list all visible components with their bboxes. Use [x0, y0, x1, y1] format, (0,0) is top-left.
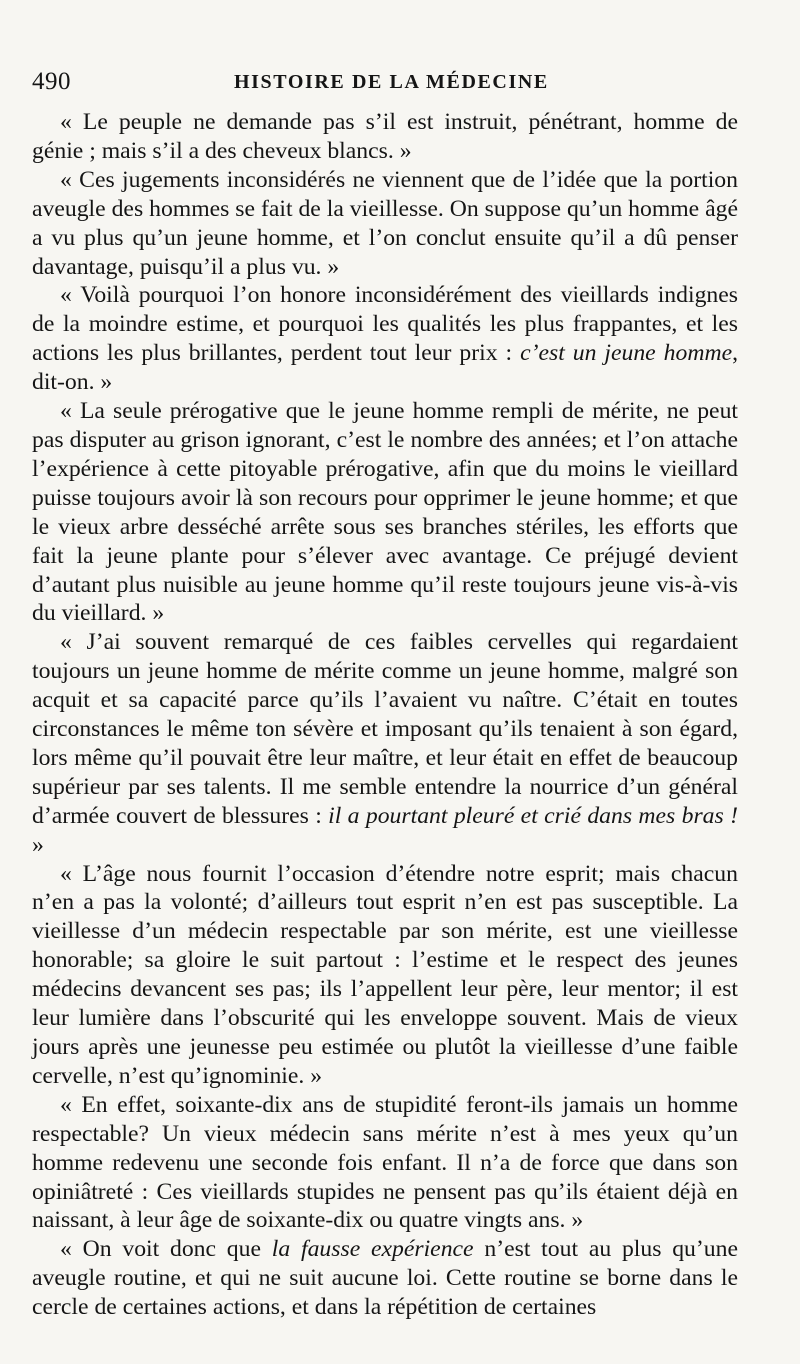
paragraph-6: « L’âge nous fournit l’occasion d’étendre notre esprit; mais chacun n’en a pas la volonté; d’ailleurs tout esprit n’en est pas susceptible. La vieillesse d’un médecin respectable par son mérite, est une vieillesse honorable; sa gloire le suit partout : l’estime et le respect des jeunes médecins devancent ses pas; ils l’appellent leur père, leur mentor; il est leur lumière dans l’obscurité qui les enveloppe souvent. Mais de vieux jours après une jeunesse peu estimée ou plutôt la vieillesse d’une faible cervelle, n’est qu’ignominie. » — [32, 860, 738, 1089]
paragraph-5 — [32, 628, 738, 859]
paragraph-5-italic: il a pourtant pleuré et crié dans mes bras ! — [328, 802, 738, 829]
running-title: HISTOIRE DE LA MÉDECINE — [234, 71, 549, 93]
page-header — [30, 68, 770, 102]
paragraph-8-text-after: n’est tout au plus qu’une aveugle routine, et qui ne suit aucune loi. Cette routine se borne dans le cercle de certaines actions, et dans la répétition de certaines — [32, 1236, 738, 1321]
paragraph-3-text-after: , dit-on. » — [32, 340, 738, 396]
paragraph-5-text-after: » — [32, 831, 44, 858]
page-number: 490 — [32, 68, 71, 95]
paragraph-3 — [32, 281, 738, 397]
paragraph-4: « La seule prérogative que le jeune homme rempli de mérite, ne peut pas disputer au grison ignorant, c’est le nombre des années; et l’on attache l’expérience à cette pitoyable prérogative, afin que du moins le vieillard puisse toujours avoir là son recours pour opprimer le jeune homme; et que le vieux arbre desséché arrête sous ses branches stériles, les efforts que fait la jeune plante pour s’élever avec avantage. Ce préjugé devient d’autant plus nuisible au jeune homme qu’il reste toujours jeune vis-à-vis du vieillard. » — [32, 398, 738, 627]
paragraph-3-text-before: « Voilà pourquoi l’on honore inconsidérément des vieillards indignes de la moindre estime, et pourquoi les qualités les plus frappantes, et les actions les plus brillantes, perdent tout leur prix : — [32, 282, 738, 367]
paragraph-8 — [32, 1235, 738, 1322]
paragraph-5-text-before: « J’ai souvent remarqué de ces faibles cervelles qui regardaient toujours un jeune homme de mérite comme un jeune homme, malgré son acquit et sa capacité parce qu’ils l’avaient vu naître. C’était en toutes circonstances le même ton sévère et imposant qu’ils tenaient à son égard, lors même qu’il pouvait être leur maître, et leur était en effet de beaucoup supérieur par ses talents. Il me semble entendre la nourrice d’un général d’armée couvert de blessures : — [32, 629, 738, 829]
body-text — [32, 108, 738, 1322]
paragraph-2: « Ces jugements inconsidérés ne viennent que de l’idée que la portion aveugle des hommes se fait de la vieillesse. On suppose qu’un homme âgé a vu plus qu’un jeune homme, et l’on conclut ensuite qu’il a dû penser davantage, puisqu’il a plus vu. » — [32, 166, 738, 280]
paragraph-1: « Le peuple ne demande pas s’il est instruit, pénétrant, homme de génie ; mais s’il a des cheveux blancs. » — [32, 109, 738, 164]
paragraph-8-italic: la fausse expérience — [271, 1236, 474, 1263]
paragraph-8-text-before: « On voit donc que — [60, 1236, 272, 1263]
paragraph-3-italic: c’est un jeune homme — [520, 340, 733, 367]
paragraph-7: « En effet, soixante-dix ans de stupidité feront-ils jamais un homme respectable? Un vieux médecin sans mérite n’est à mes yeux qu’un homme redevenu une seconde fois enfant. Il n’a de force que dans son opiniâtreté : Ces vieillards stupides ne pensent pas qu’ils étaient déjà en naissant, à leur âge de soixante-dix ou quatre vingts ans. » — [32, 1091, 738, 1234]
